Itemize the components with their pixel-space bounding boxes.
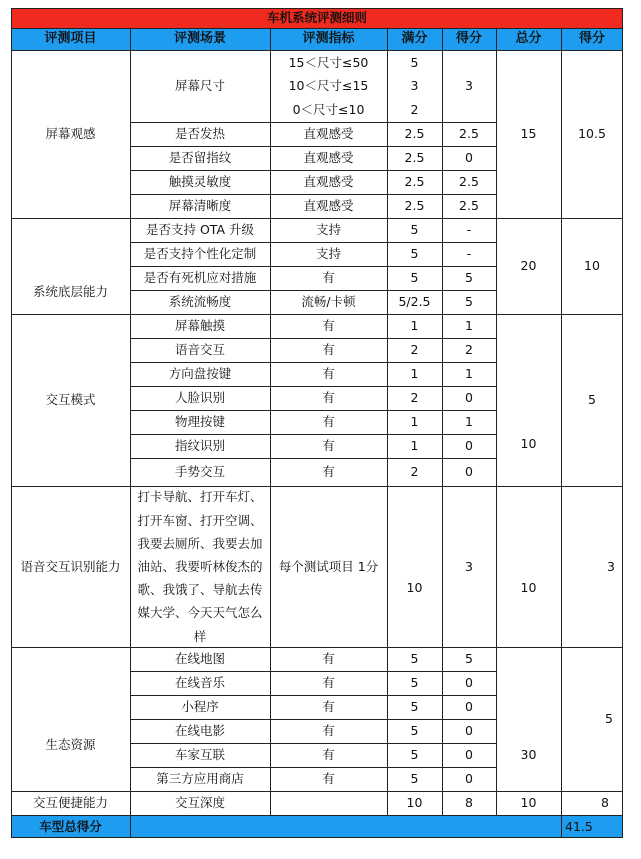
full-cell: 10	[406, 579, 423, 595]
full-cell: 2.5	[404, 126, 425, 141]
full-cell: 2	[410, 342, 419, 357]
metric-cell: 每个测试项目 1分	[278, 558, 379, 574]
got-cell: 5	[465, 294, 473, 309]
metric-cell: 流畅/卡顿	[301, 294, 356, 309]
total-score-label: 车型总得分	[11, 815, 130, 838]
header-metric: 评测指标	[270, 28, 387, 50]
section-score: 3	[607, 558, 615, 574]
full-cell: 1	[410, 366, 419, 381]
header-full: 满分	[387, 28, 442, 50]
metric-cell: 有	[322, 414, 335, 429]
got-cell: 0	[465, 150, 473, 165]
border-bottom	[11, 837, 623, 838]
col-rule	[496, 28, 497, 815]
metric-cell: 有	[322, 366, 335, 381]
full-line: 2	[410, 101, 419, 117]
scene-cell: 指纹识别	[174, 438, 225, 453]
full-cell: 2.5	[404, 174, 425, 189]
full-cell: 5	[410, 675, 419, 690]
scene-cell: 打卡导航、打开车灯、打开车窗、打开空调、我要去厕所、我要去加油站、我要听林俊杰的歌、我饿了、导航去传媒大学、今天天气怎么样	[137, 489, 263, 644]
section-score: 8	[601, 795, 609, 810]
scene-cell: 小程序	[181, 699, 219, 714]
section-score: 5	[605, 711, 613, 726]
header-score: 得分	[561, 28, 623, 50]
full-cell: 5	[410, 723, 419, 738]
got-cell: 0	[465, 675, 473, 690]
full-cell: 5	[410, 699, 419, 714]
scene-cell: 交互深度	[174, 795, 225, 810]
scene-cell: 在线电影	[174, 723, 225, 738]
full-cell: 5	[410, 747, 419, 762]
header-got: 得分	[442, 28, 496, 50]
rule	[11, 28, 623, 29]
section-name: 系统底层能力	[32, 284, 108, 299]
full-line: 5	[410, 54, 419, 70]
full-cell: 2.5	[404, 198, 425, 213]
col-rule	[561, 28, 562, 838]
full-cell	[387, 50, 442, 122]
got-cell: 3	[465, 78, 473, 93]
got-cell: 3	[465, 558, 473, 574]
metric-cell: 直观感受	[303, 198, 354, 213]
scene-cell: 人脸识别	[174, 390, 225, 405]
full-cell: 1	[410, 438, 419, 453]
got-cell: 1	[465, 366, 473, 381]
section-name: 生态资源	[45, 736, 96, 752]
border-right	[622, 8, 623, 838]
got-cell: 2.5	[459, 174, 479, 189]
metric-cell	[270, 50, 387, 122]
full-cell: 1	[410, 414, 419, 429]
metric-cell: 直观感受	[303, 150, 354, 165]
got-cell: 0	[465, 699, 473, 714]
got-cell: 0	[465, 747, 473, 762]
got-cell: 0	[465, 464, 473, 479]
metric-cell: 直观感受	[303, 174, 354, 189]
border-left	[11, 8, 12, 838]
metric-cell: 有	[322, 699, 335, 714]
metric-cell: 支持	[315, 246, 341, 261]
total-score-value: 41.5	[561, 815, 623, 838]
full-line: 3	[410, 78, 419, 94]
scene-cell: 屏幕尺寸	[174, 78, 225, 93]
scene-cell: 是否发热	[174, 126, 225, 141]
full-cell: 5	[410, 222, 419, 237]
full-cell: 5/2.5	[398, 294, 431, 309]
section-name: 交互便捷能力	[32, 795, 108, 810]
scene-cell: 屏幕清晰度	[168, 198, 232, 213]
full-cell: 1	[410, 318, 419, 333]
got-cell: 0	[465, 390, 473, 405]
section-total: 10	[520, 795, 537, 810]
metric-line: 10＜尺寸≤15	[288, 78, 369, 94]
scene-cell: 在线地图	[174, 651, 225, 666]
rule	[11, 50, 623, 51]
evaluation-table	[11, 8, 623, 838]
full-cell: 5	[410, 651, 419, 666]
border-top	[11, 8, 623, 9]
scene-cell: 方向盘按键	[168, 366, 232, 381]
section-total: 10	[520, 579, 537, 595]
section-total: 30	[520, 747, 537, 762]
header-scene: 评测场景	[130, 28, 270, 50]
got-cell: 5	[465, 270, 473, 285]
metric-cell: 有	[322, 651, 335, 666]
section-total: 15	[520, 126, 537, 141]
col-rule	[130, 28, 131, 838]
scene-cell: 车家互联	[174, 747, 225, 762]
section-score: 5	[588, 392, 596, 407]
section-name: 语音交互识别能力	[20, 558, 121, 574]
metric-cell: 有	[322, 438, 335, 453]
rule	[11, 218, 623, 219]
got-cell: 0	[465, 438, 473, 453]
table-title: 车机系统评测细则	[11, 8, 623, 28]
section-total: 20	[520, 258, 537, 273]
metric-cell: 有	[322, 342, 335, 357]
scene-cell: 第三方应用商店	[156, 771, 244, 786]
scene-cell: 语音交互	[174, 342, 225, 357]
metric-cell: 有	[322, 270, 335, 285]
scene-cell: 触摸灵敏度	[168, 174, 232, 189]
got-cell: 1	[465, 318, 473, 333]
metric-cell: 有	[322, 723, 335, 738]
rule	[11, 791, 623, 792]
full-cell: 5	[410, 771, 419, 786]
rule	[11, 815, 623, 816]
rule	[11, 486, 623, 487]
col-rule	[387, 28, 388, 815]
header-total: 总分	[496, 28, 561, 50]
got-cell: 2.5	[459, 126, 479, 141]
got-cell: 2.5	[459, 198, 479, 213]
full-cell: 2	[410, 390, 419, 405]
full-cell: 2.5	[404, 150, 425, 165]
metric-cell: 有	[322, 771, 335, 786]
col-rule	[442, 28, 443, 815]
section-score: 10	[584, 258, 600, 273]
rule	[11, 647, 623, 648]
scene-cell: 是否支持个性化定制	[143, 246, 257, 261]
full-cell: 5	[410, 246, 419, 261]
section-score: 10.5	[578, 126, 606, 141]
full-cell: 5	[410, 270, 419, 285]
rule	[11, 314, 623, 315]
col-rule	[270, 28, 271, 815]
got-cell: 0	[465, 771, 473, 786]
full-cell: 2	[410, 464, 419, 479]
got-cell: -	[466, 222, 472, 237]
metric-line: 15＜尺寸≤50	[288, 54, 369, 70]
full-cell: 10	[406, 795, 423, 810]
metric-cell: 有	[322, 318, 335, 333]
got-cell: 5	[465, 651, 473, 666]
scene-cell: 是否留指纹	[168, 150, 232, 165]
section-name: 屏幕观感	[45, 126, 96, 141]
metric-cell	[270, 791, 387, 815]
got-cell: 2	[465, 342, 473, 357]
got-cell: 1	[465, 414, 473, 429]
scene-cell: 是否有死机应对措施	[143, 270, 257, 285]
footer-blank	[130, 815, 561, 838]
section-name: 交互模式	[45, 392, 96, 407]
scene-cell: 是否支持 OTA 升级	[145, 222, 254, 237]
got-cell: 8	[465, 795, 473, 810]
section-total: 10	[520, 436, 537, 451]
header-project: 评测项目	[11, 28, 130, 50]
scene-cell: 物理按键	[174, 414, 225, 429]
scene-cell: 在线音乐	[174, 675, 225, 690]
metric-cell: 有	[322, 464, 335, 479]
metric-cell: 直观感受	[303, 126, 354, 141]
scene-cell: 屏幕触摸	[174, 318, 225, 333]
metric-cell: 有	[322, 675, 335, 690]
scene-cell: 手势交互	[174, 464, 225, 479]
metric-cell: 支持	[315, 222, 341, 237]
metric-cell: 有	[322, 747, 335, 762]
got-cell: -	[466, 246, 472, 261]
scene-cell: 系统流畅度	[168, 294, 232, 309]
metric-cell: 有	[322, 390, 335, 405]
got-cell: 0	[465, 723, 473, 738]
metric-line: 0＜尺寸≤10	[292, 101, 365, 117]
